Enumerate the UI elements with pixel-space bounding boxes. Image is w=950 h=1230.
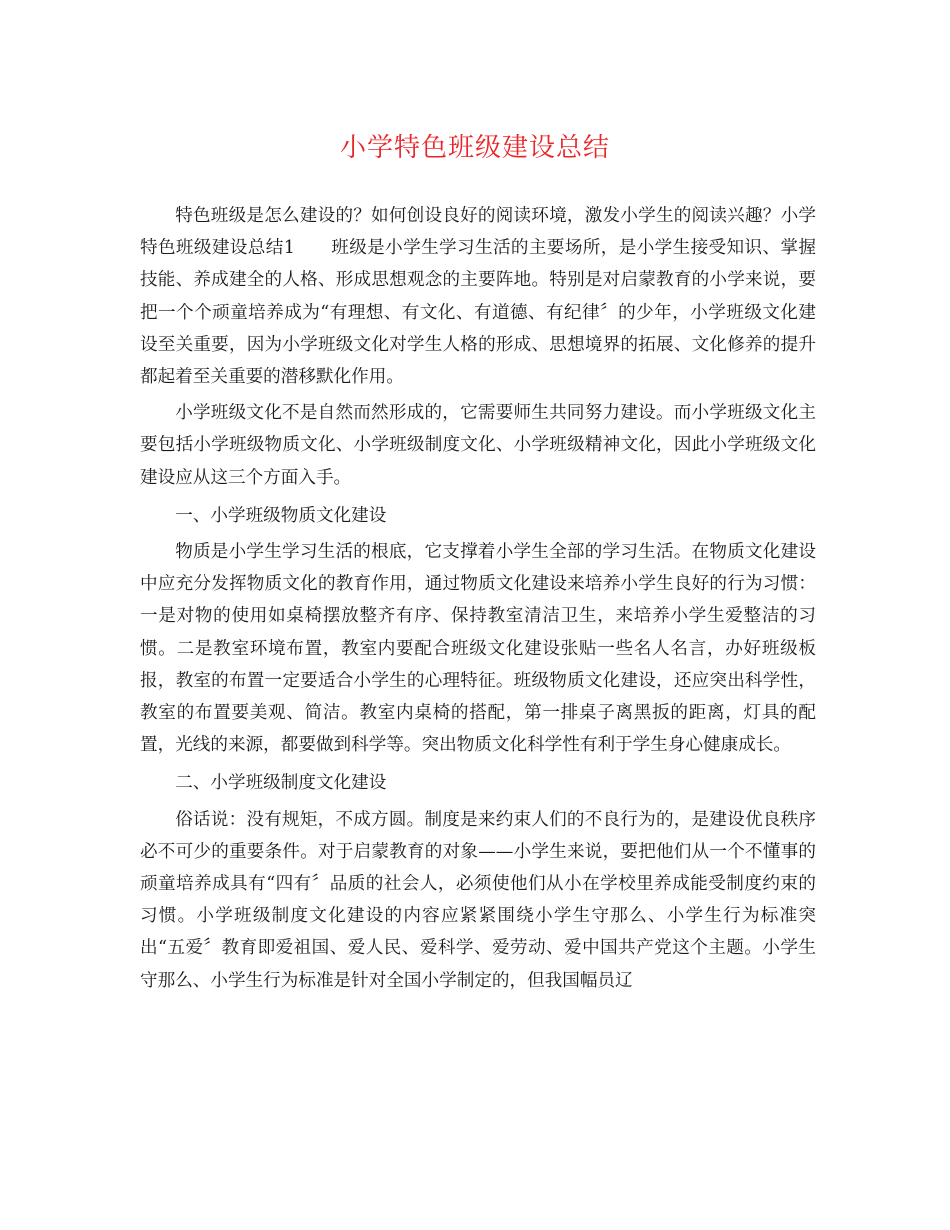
- section-heading-material-culture: 一、小学班级物质文化建设: [175, 505, 387, 526]
- document-body: [140, 200, 816, 997]
- paragraph-class-culture: 小学班级文化不是自然而然形成的，它需要师生共同努力建设。而小学班级文化主要包括小学班级物质文化、小学班级制度文化、小学班级精神文化，因此小学班级文化建设应从这三个方面入手。: [140, 403, 816, 488]
- section-heading-system-culture: 二、小学班级制度文化建设: [175, 773, 387, 794]
- paragraph-material-culture: 物质是小学生学习生活的根底，它支撑着小学生全部的学习生活。在物质文化建设中应充分发挥物质文化的教育作用，通过物质文化建设来培养小学生良好的行为习惯：一是对物的使用如桌椅摆放整齐有序、保持教室清洁卫生，来培养小学生爱整洁的习惯。二是教室环境布置，教室内要配合班级文化建设张贴一些名人名言，办好班级板报，教室的布置一定要适合小学生的心理特征。班级物质文化建设，还应突出科学性，教室的布置要美观、简洁。教室内桌椅的搭配，第一排桌子离黑扳的距离，灯具的配置，光线的来源，都要做到科学等。突出物质文化科学性有利于学生身心健康成长。: [140, 542, 816, 756]
- paragraph-system-culture: 俗话说：没有规矩，不成方圆。制度是来约束人们的不良行为的，是建设优良秩序必不可少的重要条件。对于启蒙教育的对象——小学生来说，要把他们从一个不懂事的顽童培养成具有“四有〞品质的社会人，必须使他们从小在学校里养成能受制度约束的习惯。小学班级制度文化建设的内容应紧紧围绕小学生守那么、小学生行为标准突出“五爱〞教育即爱祖国、爱人民、爱科学、爱劳动、爱中国共产党这个主题。小学生守那么、小学生行为标准是针对全国小学制定的，但我国幅员辽: [140, 809, 816, 991]
- paragraph-intro: 特色班级是怎么建设的？如何创设良好的阅读环境，激发小学生的阅读兴趣？小学特色班级建设总结1 班级是小学生学习生活的主要场所，是小学生接受知识、掌握技能、养成建全的人格、形成思想观念的主要阵地。特别是对启蒙教育的小学来说，要把一个个顽童培养成为“有理想、有文化、有道德、有纪律〞的少年，小学班级文化建设至关重要，因为小学班级文化对学生人格的形成、思想境界的拓展、文化修养的提升都起着至关重要的潜移默化作用。: [140, 206, 816, 388]
- document-title: 小学特色班级建设总结: [339, 133, 610, 163]
